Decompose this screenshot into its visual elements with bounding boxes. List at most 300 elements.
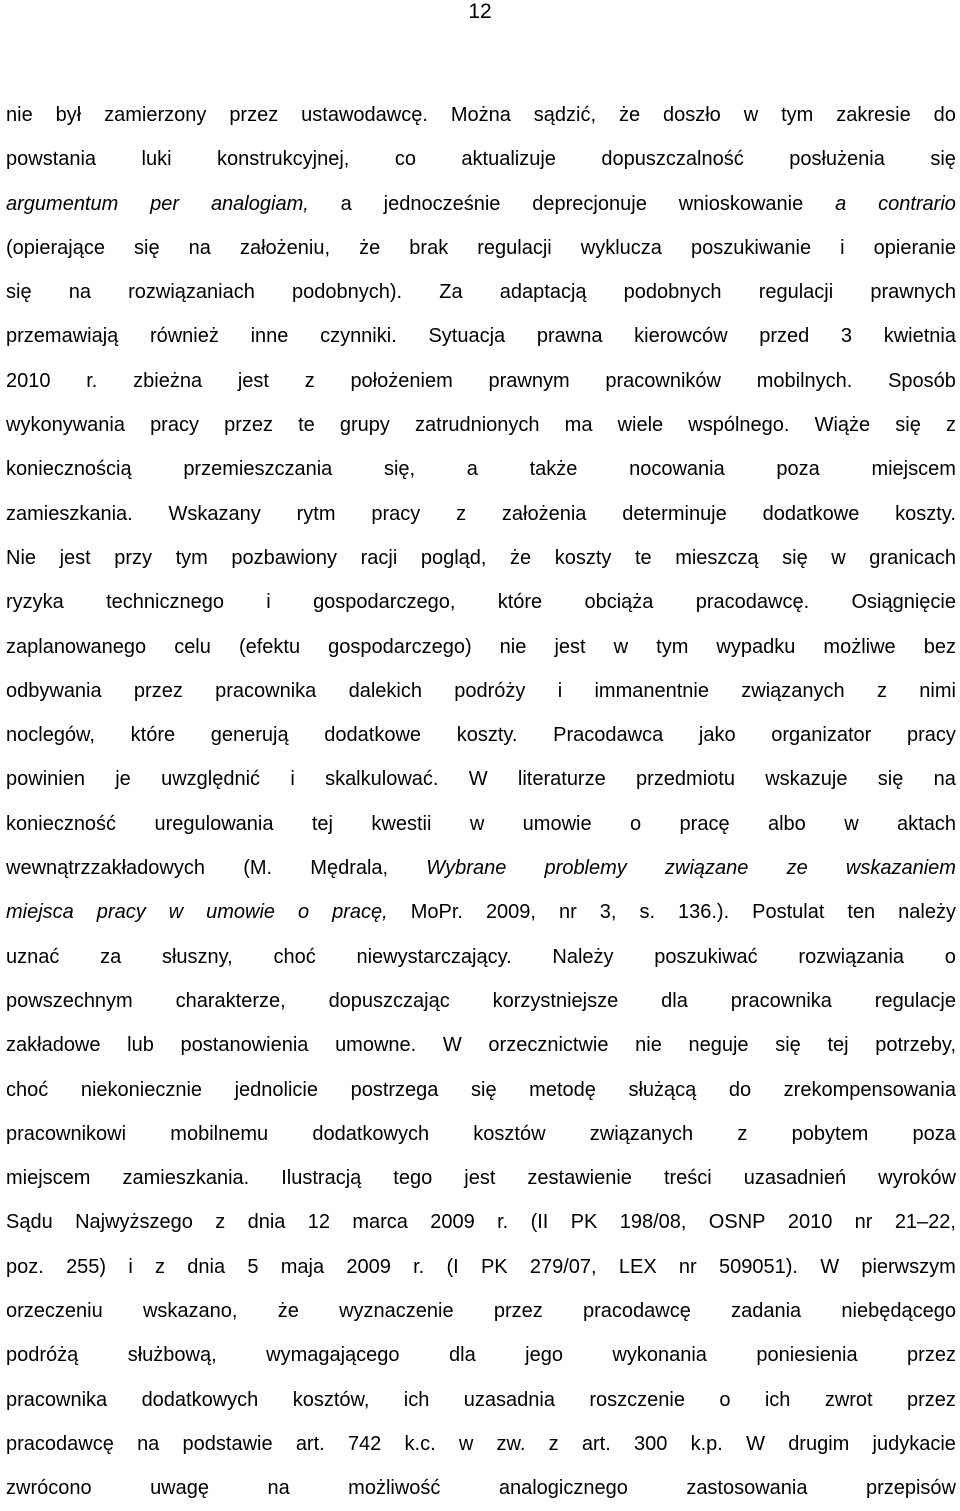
word: zadania	[731, 1300, 802, 1323]
page-number: 12	[468, 0, 492, 23]
word: wypadku	[716, 635, 796, 658]
text-line	[6, 625, 956, 669]
word: ma	[564, 414, 593, 437]
word: zrekompensowania	[783, 1078, 956, 1101]
word: metodę	[529, 1078, 596, 1101]
text-line	[6, 846, 956, 890]
word: pracodawcę.	[695, 591, 810, 614]
word: się	[895, 414, 921, 437]
word: zwrócono	[6, 1477, 92, 1500]
word: czynniki.	[320, 325, 397, 348]
word: przemieszczania	[183, 458, 333, 481]
word: albo	[767, 812, 806, 835]
word: 255)	[66, 1255, 107, 1278]
word: posłużenia	[789, 148, 885, 171]
word: pogląd,	[420, 546, 487, 569]
word: ich	[764, 1388, 791, 1411]
text-line	[6, 536, 956, 580]
word: powstania	[6, 148, 97, 171]
word: poszukiwanie	[691, 236, 812, 259]
italic-word: argumentum	[6, 192, 119, 215]
word: zamieszkania.	[122, 1167, 250, 1190]
word: w	[458, 1432, 474, 1455]
text-line	[6, 1112, 956, 1156]
word: kwestii	[371, 812, 432, 835]
word: (I	[446, 1255, 459, 1278]
word: nr	[558, 901, 577, 924]
text-line	[6, 93, 956, 137]
word: z	[876, 679, 887, 702]
word: Wiąże	[814, 414, 871, 437]
word: wyklucza	[580, 236, 662, 259]
word: o	[719, 1388, 731, 1411]
word: wskazuje	[765, 768, 848, 791]
text-line	[6, 1422, 956, 1466]
text-line	[6, 890, 956, 934]
word: 198/08,	[619, 1211, 687, 1234]
word: tego	[393, 1167, 433, 1190]
word: z	[456, 502, 467, 525]
italic-word: ze	[786, 857, 808, 880]
word: wspólnego.	[688, 414, 790, 437]
word: poz.	[6, 1255, 44, 1278]
word: do	[728, 1078, 752, 1101]
text-line	[6, 1289, 956, 1333]
word: tym	[781, 104, 814, 126]
word: nr	[678, 1255, 697, 1278]
word: umowne.	[335, 1034, 417, 1057]
word: położeniem	[350, 369, 453, 392]
word: prawnych	[870, 281, 956, 304]
word: dla	[449, 1344, 476, 1367]
word: nie	[635, 1034, 662, 1057]
word: koszty.	[456, 724, 518, 747]
word: podstawie	[182, 1432, 273, 1455]
word: 2009	[430, 1211, 475, 1234]
word: 300	[634, 1432, 668, 1455]
word: zbieżna	[133, 369, 203, 392]
word: orzecznictwie	[488, 1034, 609, 1057]
word: immanentnie	[594, 679, 709, 702]
word: przedmiotu	[636, 768, 735, 791]
word: konieczność	[6, 812, 117, 835]
word: jest	[554, 635, 586, 658]
word: z	[548, 1432, 559, 1455]
word: 279/07,	[529, 1255, 597, 1278]
word: zamierzony	[104, 104, 207, 126]
word: miejscem	[6, 1167, 91, 1190]
word: Mędrala,	[310, 857, 389, 880]
word: zakresie	[836, 104, 911, 126]
text-line	[6, 669, 956, 713]
word: ten	[847, 901, 876, 924]
word: założeniu,	[239, 236, 331, 259]
word: deprecjonuje	[532, 192, 647, 215]
italic-word: umowie	[206, 901, 276, 924]
text-line	[6, 802, 956, 846]
word: zaplanowanego	[6, 635, 147, 658]
text-line	[6, 137, 956, 181]
word: judykacie	[872, 1432, 956, 1455]
italic-word: pracy	[96, 901, 146, 924]
italic-word: Wybrane	[426, 857, 507, 880]
text-line	[6, 1200, 956, 1244]
word: aktach	[897, 812, 956, 835]
word: aktualizuje	[461, 148, 556, 171]
word: wymagającego	[266, 1344, 400, 1367]
word: choć	[6, 1078, 49, 1101]
word: dnia	[247, 1211, 286, 1234]
word: przy	[114, 546, 153, 569]
word: przez	[229, 104, 279, 126]
word: Za	[439, 281, 463, 304]
word: 3,	[599, 901, 617, 924]
word: nr	[854, 1211, 873, 1234]
word: ,	[382, 901, 388, 924]
word: z	[215, 1211, 226, 1234]
word: art.	[295, 1432, 325, 1455]
word: umowie	[522, 812, 592, 835]
word: z	[737, 1122, 748, 1145]
word: pierwszym	[861, 1255, 956, 1278]
word: pracownika	[215, 679, 317, 702]
word: Można	[450, 104, 511, 126]
word: podróży	[454, 679, 526, 702]
word: że	[277, 1300, 299, 1323]
italic-word: związane	[665, 857, 749, 880]
word: korzystniejsze	[492, 989, 619, 1012]
word: przez	[224, 414, 273, 437]
word: słuszny,	[161, 945, 233, 968]
word: postrzega	[350, 1078, 439, 1101]
word: PK	[480, 1255, 508, 1278]
word: poniesienia	[756, 1344, 858, 1367]
word: orzeczeniu	[6, 1300, 103, 1323]
word: r.	[413, 1255, 425, 1278]
word: uznać	[6, 945, 60, 968]
word: 742	[347, 1432, 382, 1455]
italic-word: analogiam,	[210, 192, 309, 215]
text-line	[6, 1245, 956, 1289]
word: pracownika	[6, 1388, 108, 1411]
text-line	[6, 979, 956, 1023]
word: MoPr.	[410, 901, 463, 924]
word: tym	[656, 635, 689, 658]
word: art.	[581, 1432, 611, 1455]
word: niebędącego	[841, 1300, 956, 1323]
word: się	[6, 281, 32, 304]
word: racji	[360, 546, 398, 569]
word: przemawiają	[6, 325, 119, 348]
word: dopuszczalność	[601, 148, 744, 171]
word: roszczenie	[589, 1388, 685, 1411]
word: do	[933, 104, 956, 126]
word: je	[115, 768, 131, 791]
word: niekoniecznie	[80, 1078, 203, 1101]
word: jako	[698, 724, 736, 747]
word: Wskazany	[168, 502, 261, 525]
word: (efektu	[238, 635, 301, 658]
text-line	[6, 1068, 956, 1112]
word: luki	[141, 148, 172, 171]
word: W	[442, 1034, 462, 1057]
word: ich	[403, 1388, 430, 1411]
word: marca	[352, 1211, 408, 1234]
word: się,	[383, 458, 416, 481]
word: kwietnia	[883, 325, 956, 348]
word: treści	[663, 1167, 712, 1190]
word: 2010	[787, 1211, 833, 1234]
text-line	[6, 270, 956, 314]
word: dodatkowych	[141, 1388, 259, 1411]
word: 2009,	[485, 901, 536, 924]
word: jego	[525, 1344, 563, 1367]
word: determinuje	[622, 502, 727, 525]
word: podobnych	[623, 281, 722, 304]
word: tej	[311, 812, 333, 835]
word: PK	[570, 1211, 598, 1234]
word: zamieszkania.	[6, 502, 133, 525]
word: przepisów	[865, 1477, 956, 1500]
word: inne	[250, 325, 289, 348]
word: zestawienie	[527, 1167, 632, 1190]
word: założenia	[501, 502, 587, 525]
word: 2009	[346, 1255, 391, 1278]
word: z	[304, 369, 315, 392]
word: za	[100, 945, 122, 968]
word: mobilnemu	[170, 1122, 269, 1145]
word: pobytem	[791, 1122, 869, 1145]
word: pracy	[907, 724, 956, 747]
word: rozwiązania	[798, 945, 905, 968]
word: 2010	[6, 369, 51, 392]
word: neguje	[688, 1034, 749, 1057]
word: obciąża	[584, 591, 654, 614]
word: tym	[175, 546, 208, 569]
word: noclegów,	[6, 724, 95, 747]
word: poza	[912, 1122, 956, 1145]
word: Postulat	[752, 901, 825, 924]
word: że	[618, 104, 641, 126]
word: powinien	[6, 768, 85, 791]
word: w	[844, 812, 859, 835]
word: technicznego	[106, 591, 224, 614]
text-line	[6, 1333, 956, 1377]
word: (M.	[243, 857, 273, 880]
text-line	[6, 182, 956, 226]
word: maja	[280, 1255, 325, 1278]
word: 21–22,	[894, 1211, 956, 1234]
word: pracodawcę	[6, 1432, 114, 1455]
word: należy	[898, 901, 956, 924]
word: poza	[776, 458, 820, 481]
word: drugim	[788, 1432, 850, 1455]
word: także	[529, 458, 578, 481]
word: nie	[499, 635, 527, 658]
word: mieszczą	[675, 546, 759, 569]
word: r.	[86, 369, 98, 392]
word: również	[149, 325, 219, 348]
word: prawnym	[488, 369, 570, 392]
word: brak	[409, 236, 449, 259]
word: pracę	[679, 812, 730, 835]
word: koniecznością	[6, 458, 132, 481]
word: uzasadnia	[463, 1388, 555, 1411]
word: prawna	[536, 325, 603, 348]
word: rozwiązaniach	[128, 281, 255, 304]
word: dalekich	[348, 679, 422, 702]
word: charakterze,	[175, 989, 286, 1012]
text-line	[6, 1156, 956, 1200]
italic-word: miejsca	[6, 901, 74, 924]
word: przed	[759, 325, 810, 348]
word: r.	[497, 1211, 509, 1234]
text-line	[6, 1023, 956, 1067]
text-line	[6, 314, 956, 358]
word: związanych	[589, 1122, 694, 1145]
word: 136.).	[677, 901, 730, 924]
word: opieranie	[873, 236, 956, 259]
word: miejscem	[871, 458, 956, 481]
word: regulacji	[477, 236, 552, 259]
word: jednolicie	[234, 1078, 318, 1101]
italic-word: a	[835, 192, 847, 215]
word: regulacje	[874, 989, 956, 1012]
word: LEX	[618, 1255, 657, 1278]
text-line	[6, 403, 956, 447]
word: (II	[530, 1211, 549, 1234]
word: możliwe	[823, 635, 896, 658]
word: W	[820, 1255, 840, 1278]
word: Sytuacja	[428, 325, 506, 348]
word: organizator	[771, 724, 872, 747]
word: uwagę	[150, 1477, 209, 1500]
word: konstrukcyjnej,	[217, 148, 350, 171]
text-line	[6, 713, 956, 757]
text-line	[6, 1378, 956, 1422]
word: zwrot	[824, 1388, 873, 1411]
word: 5	[247, 1255, 259, 1278]
word: które	[130, 724, 176, 747]
word: 509051).	[718, 1255, 798, 1278]
word: a	[340, 192, 352, 215]
word: wyroków	[878, 1167, 956, 1190]
word: sądzić,	[533, 104, 597, 126]
word: mobilnych.	[756, 369, 853, 392]
word: o	[630, 812, 642, 835]
word: te	[298, 414, 315, 437]
word: ryzyka	[6, 591, 64, 614]
word: Należy	[552, 945, 614, 968]
italic-word: contrario	[878, 192, 956, 215]
word: służącą	[628, 1078, 697, 1101]
word: zw.	[496, 1432, 526, 1455]
word: się	[775, 1034, 801, 1057]
word: się	[877, 768, 904, 791]
word: wyznaczenie	[339, 1300, 454, 1323]
word: W	[746, 1432, 765, 1455]
word: dodatkowe	[762, 502, 860, 525]
word: w	[613, 635, 629, 658]
italic-word: w	[168, 901, 184, 924]
word: że	[510, 546, 532, 569]
word: na	[933, 768, 956, 791]
word: potrzeby,	[875, 1034, 956, 1057]
word: wewnątrzzakładowych	[6, 857, 205, 880]
word: pracownika	[730, 989, 832, 1012]
word: związanych	[741, 679, 845, 702]
word: koszty	[554, 546, 612, 569]
word: k.c.	[404, 1432, 436, 1455]
word: dopuszczając	[328, 989, 450, 1012]
word: że	[359, 236, 381, 259]
word: tej	[827, 1034, 849, 1057]
text-line	[6, 580, 956, 624]
word: adaptacją	[499, 281, 587, 304]
word: rytm	[296, 502, 336, 525]
word: na	[267, 1477, 290, 1500]
word: grupy	[339, 414, 390, 437]
document-body	[6, 93, 956, 1511]
word: na	[137, 1432, 160, 1455]
word: 3	[840, 325, 853, 348]
word: wykonania	[612, 1344, 707, 1367]
word: poszukiwać	[654, 945, 758, 968]
word: i	[266, 591, 271, 614]
word: literaturze	[517, 768, 606, 791]
word: podróżą	[6, 1344, 79, 1367]
word: i	[290, 768, 295, 791]
word: gospodarczego,	[313, 591, 456, 614]
word: dnia	[187, 1255, 226, 1278]
word: Sposób	[888, 369, 956, 392]
word: i	[128, 1255, 133, 1278]
word: przez	[493, 1300, 543, 1323]
word: pracodawcę	[583, 1300, 691, 1323]
word: uwzględnić	[161, 768, 261, 791]
word: gospodarczego)	[328, 635, 472, 658]
word: w	[469, 812, 485, 835]
word: wykonywania	[6, 414, 125, 437]
word: celu	[174, 635, 211, 658]
italic-word: pracę,	[332, 901, 388, 924]
word: lub	[127, 1034, 154, 1057]
word: Nie	[6, 546, 37, 569]
word: na	[188, 236, 211, 259]
word: pracy	[371, 502, 421, 525]
word: i	[840, 236, 845, 259]
word: W	[468, 768, 488, 791]
text-line	[6, 1466, 956, 1510]
word: granicach	[869, 546, 956, 569]
word: podobnych).	[292, 281, 403, 304]
word: przez	[133, 679, 183, 702]
word: nimi	[919, 679, 956, 702]
word: pracownikowi	[6, 1122, 127, 1145]
word: co	[394, 148, 416, 171]
word: koszty.	[895, 502, 956, 525]
word: w	[831, 546, 846, 569]
word: analogicznego	[498, 1477, 628, 1500]
word: z	[945, 414, 956, 437]
word: kosztów,	[292, 1388, 370, 1411]
word: jest	[464, 1167, 496, 1190]
word: uzasadnień	[743, 1167, 847, 1190]
word: był	[55, 104, 82, 126]
italic-word: wskazaniem	[845, 857, 956, 880]
word: te	[634, 546, 652, 569]
word: doszło	[662, 104, 721, 126]
